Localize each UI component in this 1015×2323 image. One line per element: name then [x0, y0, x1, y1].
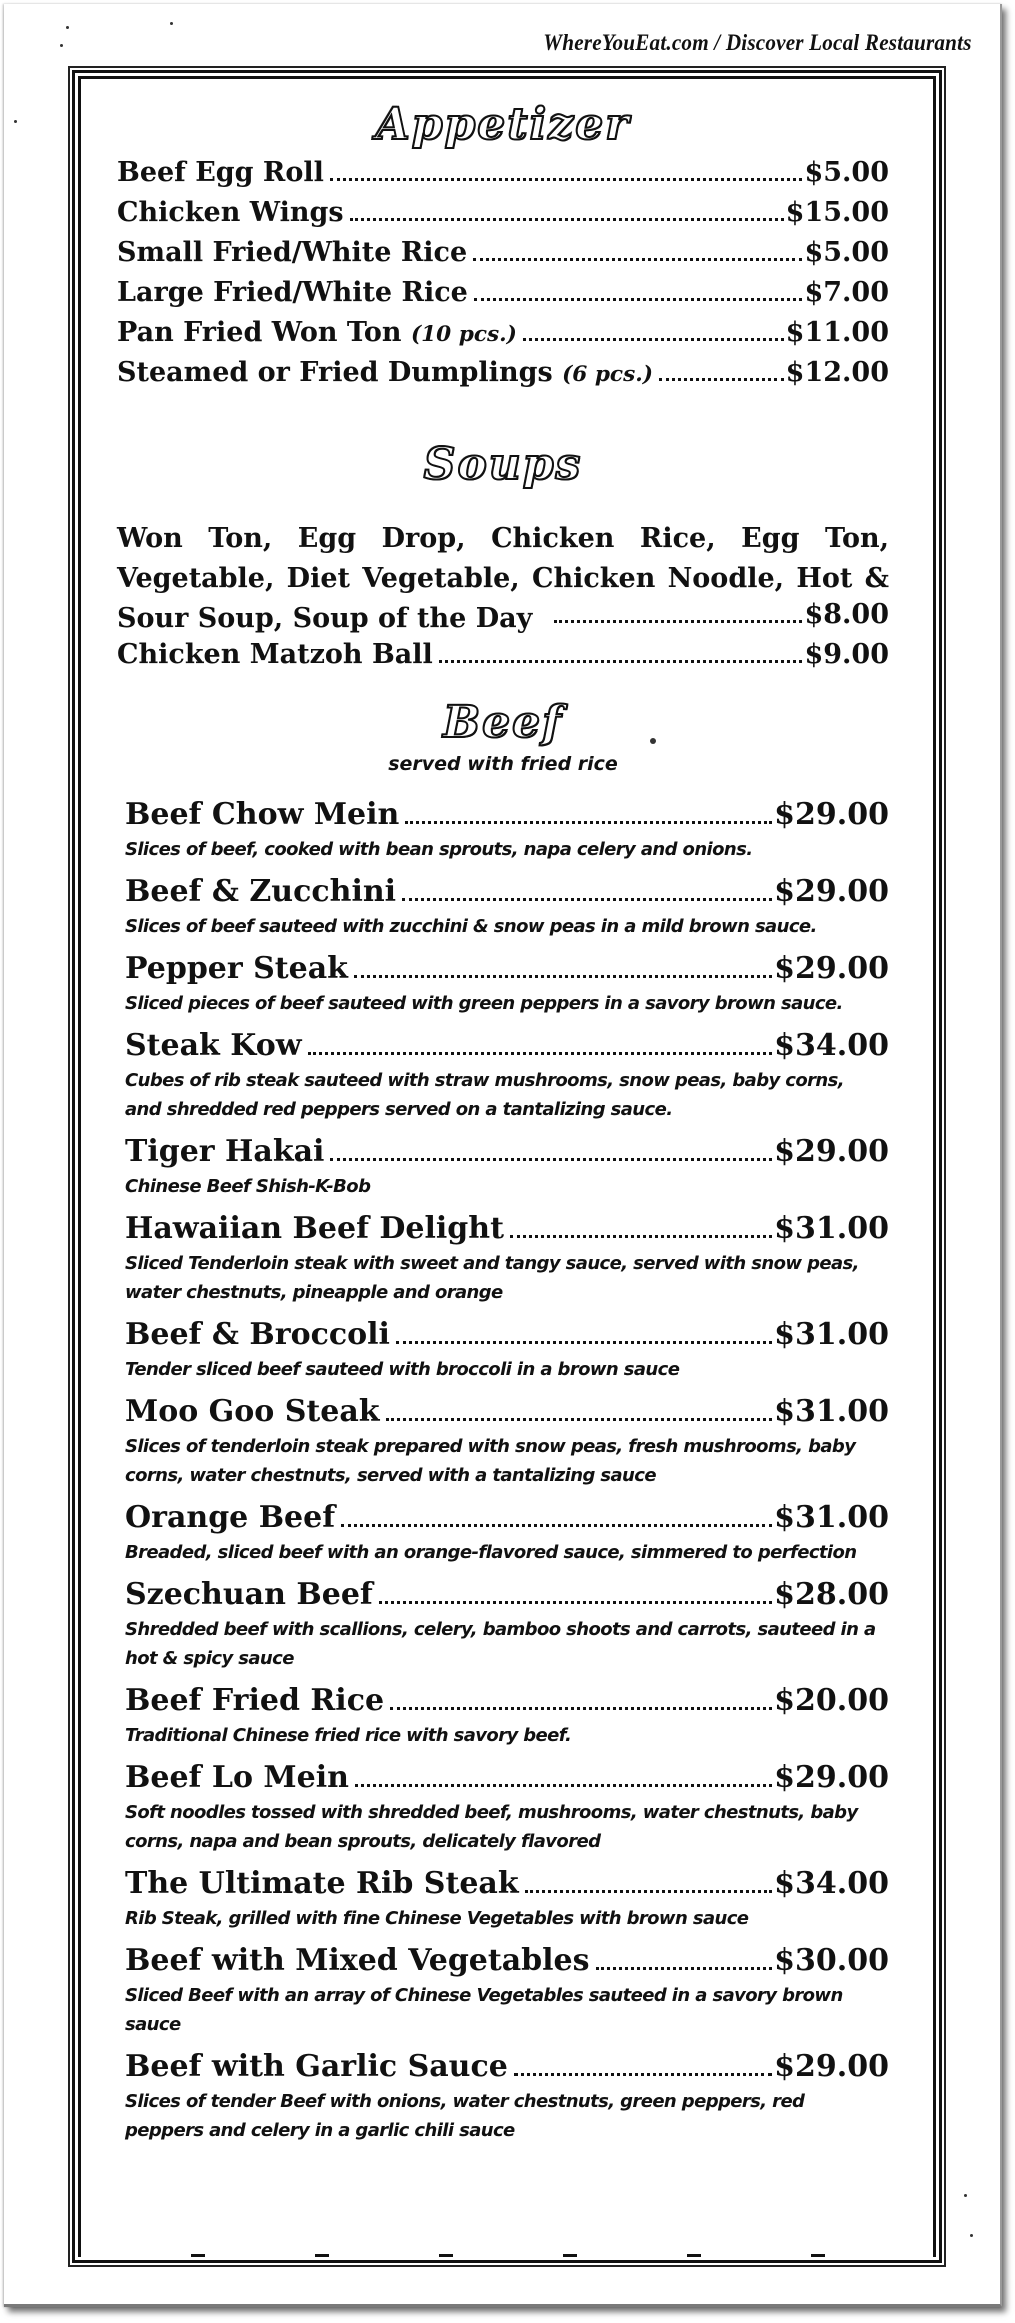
item-price: $29.00	[774, 951, 889, 986]
dot-leader	[405, 821, 772, 824]
menu-item	[125, 1028, 889, 1124]
menu-item	[117, 237, 889, 277]
beef-subtitle: served with fried rice	[388, 753, 618, 775]
menu-item	[125, 951, 889, 1018]
item-description: Rib Steak, grilled with fine Chinese Vegetables with brown sauce	[125, 1908, 749, 1929]
scan-speck	[970, 2234, 973, 2237]
menu-item	[117, 277, 889, 317]
menu-item	[117, 357, 889, 397]
item-description: Breaded, sliced beef with an orange-flavored sauce, simmered to perfection	[125, 1542, 857, 1563]
item-name: Beef with Garlic Sauce	[125, 2049, 508, 2084]
item-name: Steak Kow	[125, 1028, 302, 1063]
dot-leader	[514, 2073, 772, 2076]
beef-heading: Beef	[442, 697, 564, 748]
item-description: Slices of beef, cooked with bean sprouts, napa celery and onions.	[125, 839, 753, 860]
dot-leader	[354, 975, 772, 978]
menu-item	[125, 797, 889, 864]
item-description: Soft noodles tossed with shredded beef, mushrooms, water chestnuts, baby corns, napa and bean sprouts, delicately flavored	[125, 1802, 858, 1852]
item-price: $34.00	[774, 1028, 889, 1063]
item-price: $29.00	[774, 1134, 889, 1169]
item-name: Steamed or Fried Dumplings	[117, 357, 553, 388]
frame-bottom-ornament	[81, 2252, 933, 2260]
item-name: Beef Chow Mein	[125, 797, 400, 832]
item-price: $31.00	[774, 1394, 889, 1429]
item-name: Chicken Wings	[117, 197, 344, 228]
menu-item	[117, 157, 889, 197]
item-price: $29.00	[774, 797, 889, 832]
scan-speck	[14, 120, 17, 123]
item-name: Hawaiian Beef Delight	[125, 1211, 504, 1246]
item-price: $29.00	[774, 2049, 889, 2084]
scan-speck	[170, 22, 173, 25]
item-description: Chinese Beef Shish-K-Bob	[125, 1176, 371, 1197]
item-name: Large Fried/White Rice	[117, 277, 468, 308]
dot-leader	[341, 1524, 772, 1527]
dot-leader	[330, 178, 803, 181]
beef-items	[117, 797, 889, 2145]
item-price: $34.00	[774, 1866, 889, 1901]
menu-item	[125, 2049, 889, 2145]
dot-leader	[659, 378, 784, 381]
dot-leader	[473, 258, 802, 261]
dot-leader	[510, 1235, 772, 1238]
item-price: $29.00	[774, 1760, 889, 1795]
item-price: $7.00	[804, 277, 889, 308]
item-name: Beef with Mixed Vegetables	[125, 1943, 590, 1978]
item-price: $15.00	[785, 197, 889, 228]
dot-leader	[330, 1158, 772, 1161]
item-price: $20.00	[774, 1683, 889, 1718]
dot-leader	[350, 218, 784, 221]
item-price: $5.00	[804, 157, 889, 188]
item-name: Beef Egg Roll	[117, 157, 324, 188]
item-name: Beef Lo Mein	[125, 1760, 349, 1795]
item-description: Sliced pieces of beef sauteed with green peppers in a savory brown sauce.	[125, 993, 843, 1014]
item-description: Sliced Tenderloin steak with sweet and tangy sauce, served with snow peas, water chestnuts, pineapple and orange	[125, 1253, 859, 1303]
item-price: $29.00	[774, 874, 889, 909]
scan-speck	[60, 44, 63, 47]
item-quantity: (6 pcs.)	[562, 362, 653, 387]
dot-leader	[554, 620, 802, 623]
menu-item	[117, 197, 889, 237]
item-name: Tiger Hakai	[125, 1134, 325, 1169]
scan-speck	[66, 26, 69, 29]
menu-item	[125, 1943, 889, 2039]
menu-item	[125, 1500, 889, 1567]
item-description: Tender sliced beef sauteed with broccoli in a brown sauce	[125, 1359, 680, 1380]
dot-leader	[474, 298, 803, 301]
menu-item	[125, 1317, 889, 1384]
item-name: Pepper Steak	[125, 951, 348, 986]
menu-item	[117, 317, 889, 357]
item-name: Beef & Broccoli	[125, 1317, 390, 1352]
item-name: Beef Fried Rice	[125, 1683, 385, 1718]
dot-leader	[596, 1967, 773, 1970]
item-price: $8.00	[804, 599, 889, 630]
scan-speck	[964, 2194, 967, 2197]
site-watermark: WhereYouEat.com / Discover Local Restaurants	[543, 30, 972, 55]
dot-leader	[402, 898, 772, 901]
item-description: Slices of beef sauteed with zucchini & snow peas in a mild brown sauce.	[125, 916, 817, 937]
item-price: $30.00	[774, 1943, 889, 1978]
item-name: Small Fried/White Rice	[117, 237, 468, 268]
menu-item	[125, 1577, 889, 1673]
dot-leader	[390, 1707, 772, 1710]
item-name: Szechuan Beef	[125, 1577, 373, 1612]
soup-varieties-list: Won Ton, Egg Drop, Chicken Rice, Egg Ton, Vegetable, Diet Vegetable, Chicken Noodle, Hot & Sour Soup, Soup of the Day	[117, 523, 889, 634]
menu-item	[125, 1760, 889, 1856]
item-name: Pan Fried Won Ton	[117, 317, 402, 348]
item-price: $28.00	[774, 1577, 889, 1612]
item-description: Cubes of rib steak sauteed with straw mushrooms, snow peas, baby corns, and shredded red peppers served on a tantalizing sauce.	[125, 1070, 844, 1120]
item-price: $12.00	[785, 357, 889, 388]
item-price: $31.00	[774, 1500, 889, 1535]
menu-page	[4, 4, 1002, 2307]
soups-section	[117, 439, 889, 679]
item-description: Shredded beef with scallions, celery, bamboo shoots and carrots, sauteed in a hot & spicy sauce	[125, 1619, 876, 1669]
item-description: Slices of tender Beef with onions, water chestnuts, green peppers, red peppers and celery in a garlic chili sauce	[125, 2091, 805, 2141]
item-name: The Ultimate Rib Steak	[125, 1866, 519, 1901]
item-description: Slices of tenderloin steak prepared with snow peas, fresh mushrooms, baby corns, water chestnuts, served with a tantalizing sauce	[125, 1436, 856, 1486]
menu-item	[125, 1134, 889, 1201]
dot-leader	[525, 1890, 773, 1893]
item-description: Traditional Chinese fried rice with savory beef.	[125, 1725, 572, 1746]
item-quantity: (10 pcs.)	[410, 322, 517, 347]
dot-leader	[386, 1418, 773, 1421]
item-name: Chicken Matzoh Ball	[117, 639, 433, 670]
item-description: Sliced Beef with an array of Chinese Vegetables sauteed in a savory brown sauce	[125, 1985, 843, 2035]
menu-item	[125, 874, 889, 941]
menu-frame	[78, 76, 936, 2257]
item-name: Moo Goo Steak	[125, 1394, 380, 1429]
menu-item	[125, 1394, 889, 1490]
appetizer-heading: Appetizer	[375, 99, 631, 150]
dot-leader	[439, 660, 803, 663]
dot-leader	[379, 1601, 772, 1604]
menu-item	[125, 1866, 889, 1933]
dot-leader	[355, 1784, 772, 1787]
item-price: $31.00	[774, 1211, 889, 1246]
dot-leader	[396, 1341, 772, 1344]
item-price: $5.00	[804, 237, 889, 268]
dot-leader	[523, 338, 784, 341]
soups-heading: Soups	[423, 439, 583, 490]
dot-leader	[308, 1052, 773, 1055]
menu-item	[125, 1211, 889, 1307]
appetizer-section	[117, 99, 889, 397]
item-price: $31.00	[774, 1317, 889, 1352]
beef-section	[117, 697, 889, 2145]
item-price: $9.00	[804, 639, 889, 670]
menu-item	[117, 639, 889, 679]
item-name: Beef & Zucchini	[125, 874, 397, 909]
item-price: $11.00	[785, 317, 889, 348]
item-name: Orange Beef	[125, 1500, 336, 1535]
menu-item	[125, 1683, 889, 1750]
